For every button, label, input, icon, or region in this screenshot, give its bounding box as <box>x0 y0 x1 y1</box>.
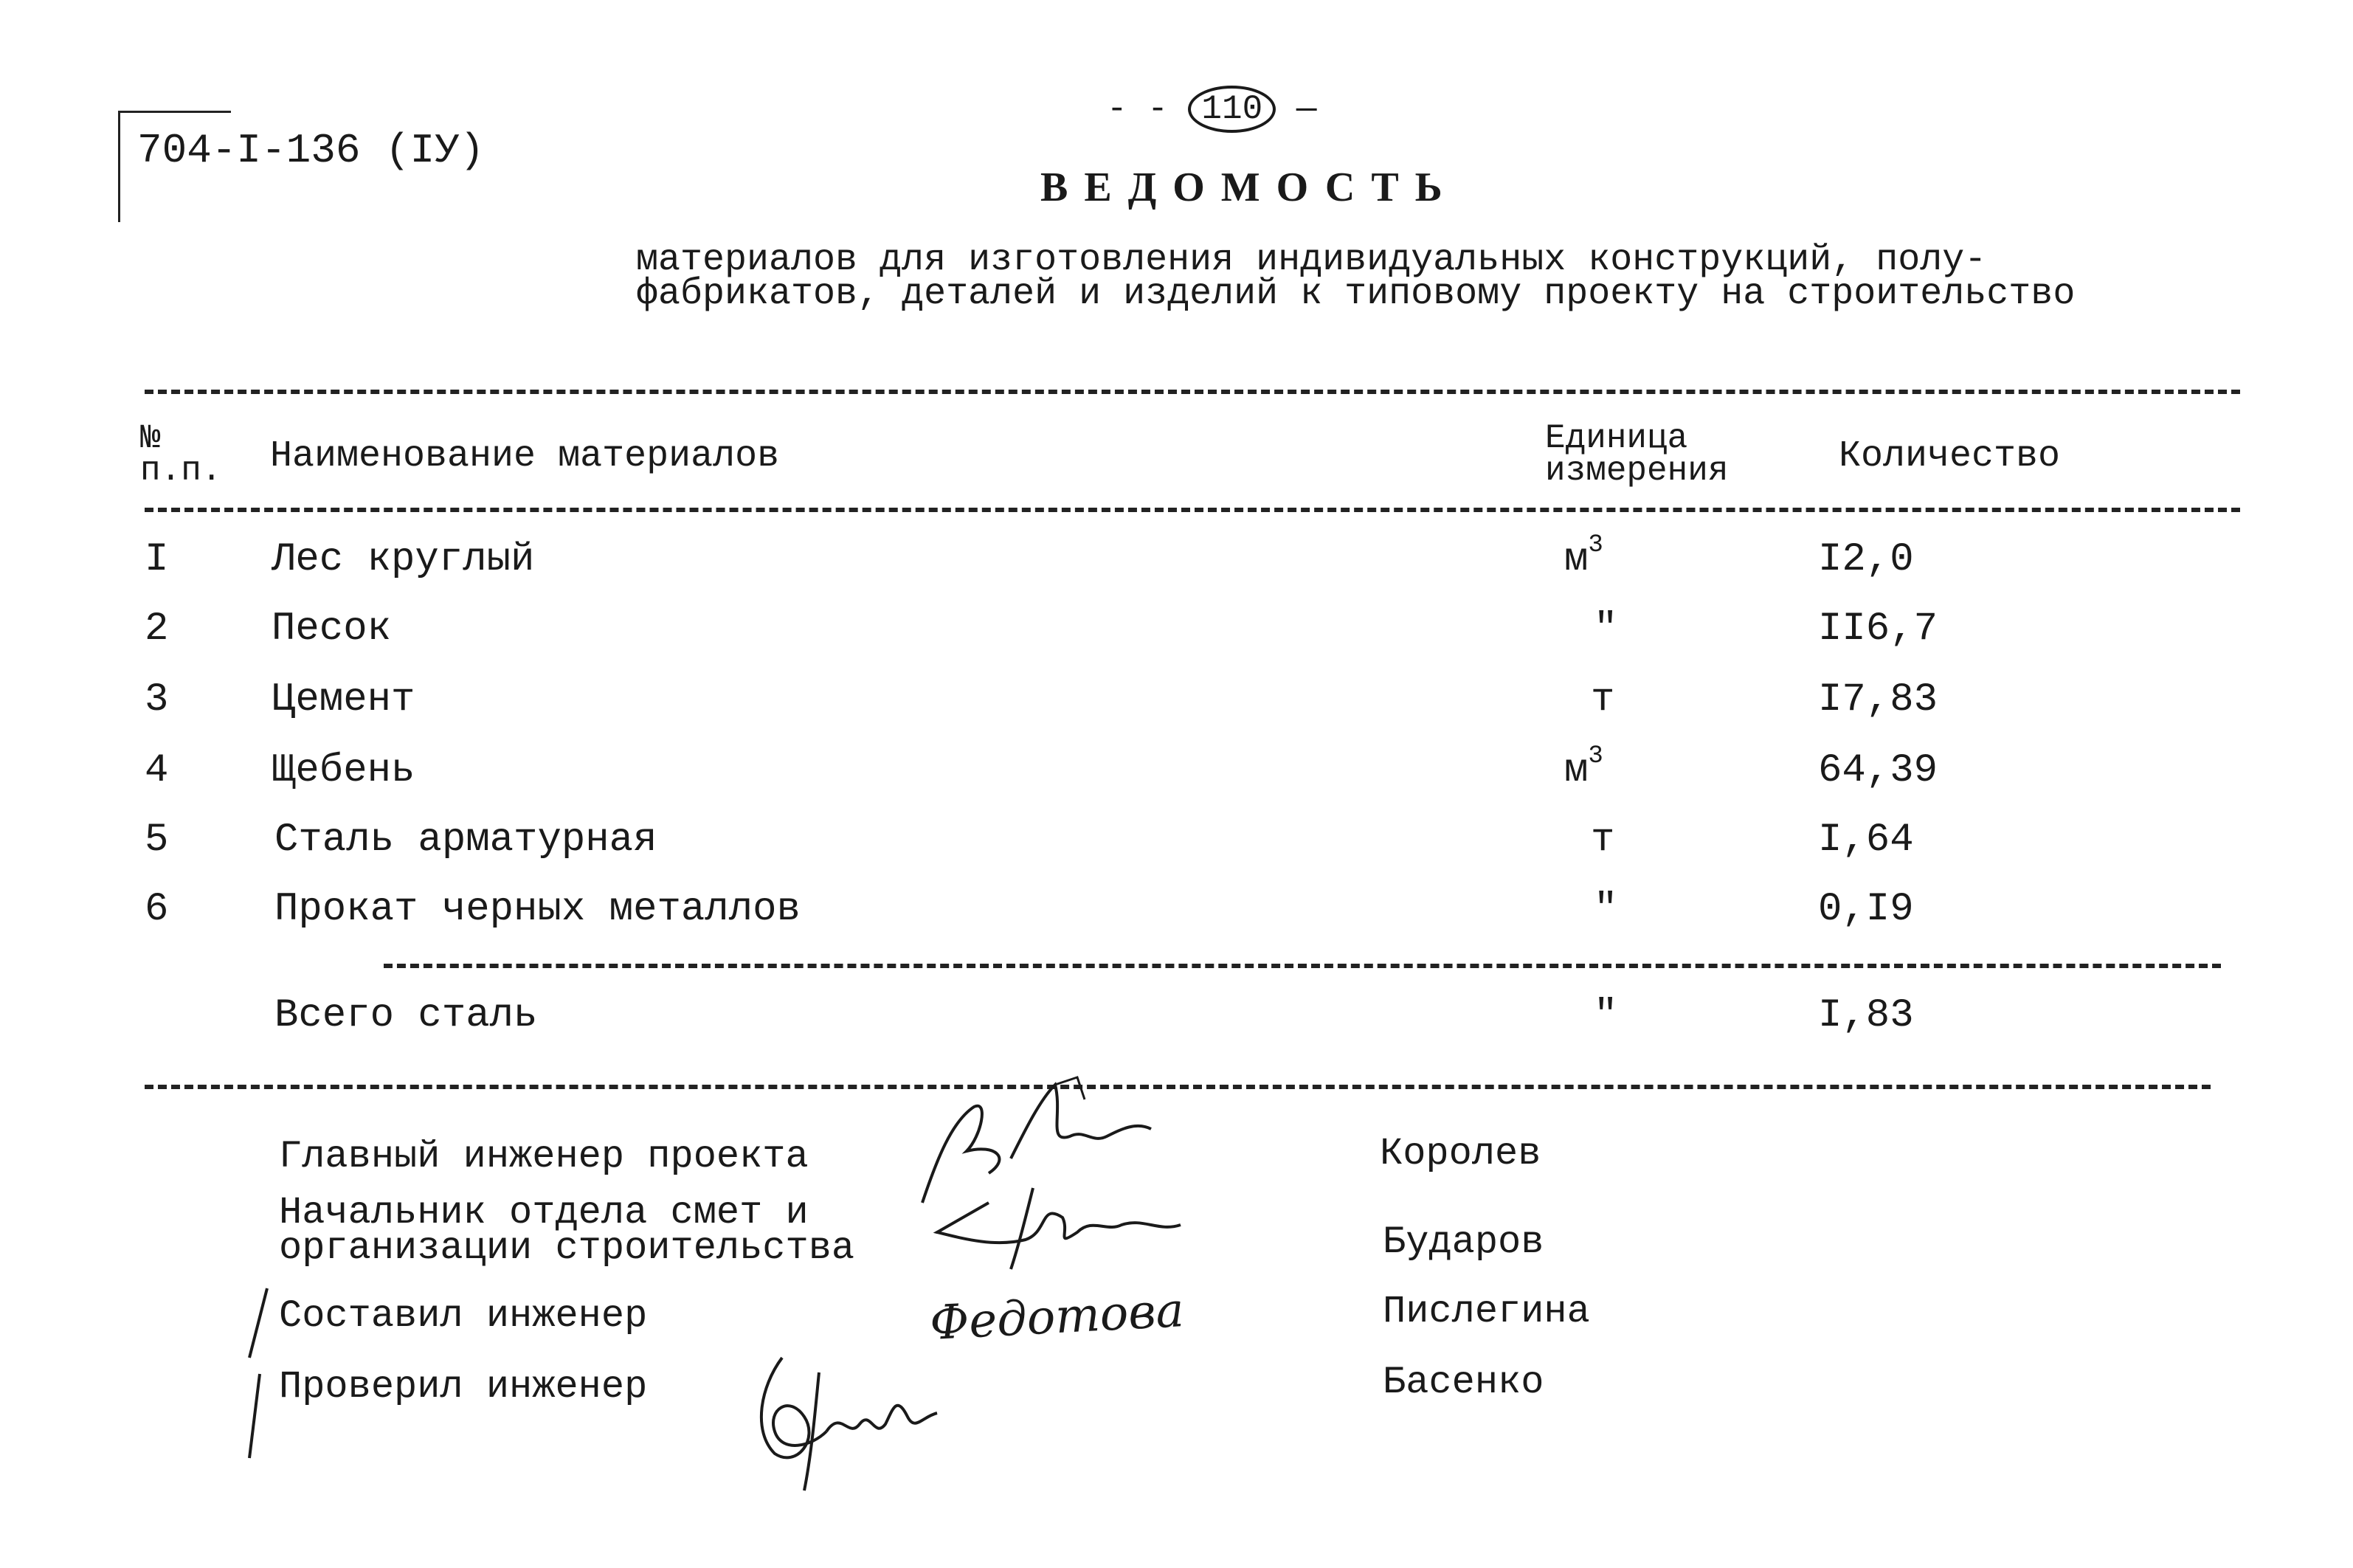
unit-text: " <box>1594 887 1618 932</box>
total-unit: " <box>1594 993 1618 1038</box>
unit-text: т <box>1591 818 1615 863</box>
document-title: ВЕДОМОСТЬ <box>1040 165 1459 210</box>
signature-budarov <box>922 1173 1188 1277</box>
row-name: Прокат черных металлов <box>274 887 801 932</box>
row-num: 4 <box>145 748 169 793</box>
signature-name: Бударов <box>1383 1220 1544 1264</box>
signature-role: Начальник отдела смет и организации строительства <box>279 1191 855 1270</box>
document-code: 704-I-136 (IУ) <box>137 127 485 174</box>
unit-text: т <box>1591 677 1615 722</box>
table-bottom-rule <box>145 1085 2211 1089</box>
header-num: № п.п. <box>140 419 222 490</box>
margin-mark-strokes <box>243 1284 273 1461</box>
signature-basenko <box>738 1343 959 1505</box>
row-qty: I,64 <box>1818 818 1914 863</box>
signature-name: Пислегина <box>1383 1290 1590 1333</box>
row-num: 5 <box>145 818 169 863</box>
header-qty: Количество <box>1839 435 2061 477</box>
row-name: Сталь арматурная <box>274 818 657 863</box>
row-name: Цемент <box>272 677 415 722</box>
row-num: 6 <box>145 887 169 932</box>
row-unit <box>1594 887 1617 932</box>
row-unit <box>1591 677 1614 722</box>
page-number-circled: 110 <box>1188 86 1276 133</box>
row-qty: I7,83 <box>1818 677 1938 722</box>
signature-role: Проверил инженер <box>279 1365 648 1409</box>
row-qty: 0,I9 <box>1818 887 1914 932</box>
total-qty: I,83 <box>1818 993 1914 1038</box>
row-num: 2 <box>145 607 169 652</box>
unit-superscript: 3 <box>1588 742 1603 770</box>
unit-text: " <box>1594 607 1618 652</box>
row-name: Песок <box>272 607 392 652</box>
row-num: I <box>145 537 169 582</box>
unit-text: м <box>1564 748 1589 793</box>
signature-name: Басенко <box>1383 1361 1544 1404</box>
signature-role: Составил инженер <box>279 1294 648 1338</box>
header-name: Наименование материалов <box>270 435 780 477</box>
page-number: - - 110 — <box>1107 86 1316 133</box>
row-unit <box>1564 531 1603 582</box>
row-unit <box>1591 818 1614 863</box>
header-bottom-rule <box>145 508 2240 512</box>
total-name: Всего сталь <box>274 993 538 1038</box>
row-qty: I2,0 <box>1818 537 1914 582</box>
unit-superscript: 3 <box>1588 531 1603 559</box>
unit-text: м <box>1564 537 1589 582</box>
row-qty: 64,39 <box>1818 748 1938 793</box>
table-top-rule <box>145 390 2240 394</box>
row-name: Лес круглый <box>272 537 535 582</box>
document-subtitle: материалов для изготовления индивидуальных конструкций, полу- фабрикатов, деталей и изделий к типовому проекту на строительство <box>636 239 2076 315</box>
handwritten-fedotova: Федотова <box>928 1283 1186 1351</box>
signature-name: Королев <box>1380 1132 1541 1175</box>
row-unit <box>1594 607 1617 652</box>
row-qty: II6,7 <box>1818 607 1938 652</box>
row-name: Щебень <box>272 748 415 793</box>
signature-role: Главный инженер проекта <box>279 1135 809 1178</box>
row-unit <box>1564 742 1603 793</box>
subtotal-rule <box>384 964 2221 968</box>
header-unit: Единица измерения <box>1545 419 1729 490</box>
row-num: 3 <box>145 677 169 722</box>
